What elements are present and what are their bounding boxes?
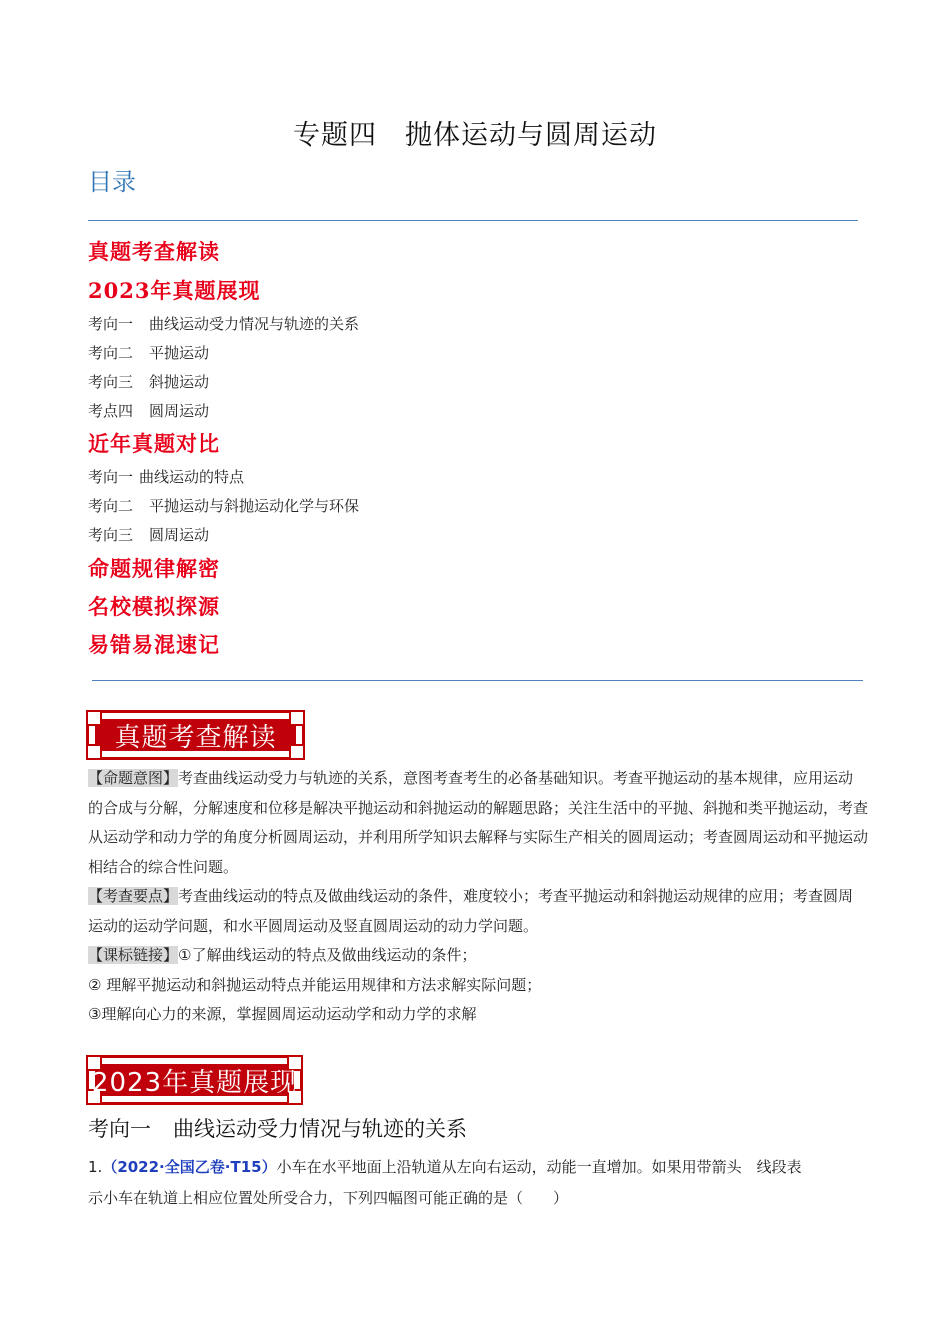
- curriculum-block: [88, 941, 868, 971]
- toc-link-recent-comparison[interactable]: 近年真题对比: [88, 431, 220, 456]
- banner-title: 2023年真题展现: [91, 1067, 298, 1098]
- toc-link-2023-direction-3[interactable]: [88, 371, 209, 392]
- toc-item-label: 考向二: [88, 344, 134, 362]
- toc-link-exam-analysis[interactable]: 真题考查解读: [88, 239, 220, 264]
- curriculum-line-2: ② 理解平抛运动和斜抛运动特点并能运用规律和方法求解实际问题；: [88, 975, 542, 994]
- intent-tag: 【命题意图】: [88, 769, 179, 787]
- toc-item-text: 圆周运动: [149, 402, 210, 420]
- toc-item-label: 考向二: [88, 497, 134, 515]
- toc-link-recent-direction-1[interactable]: [88, 466, 244, 487]
- toc-item-text: 圆周运动: [149, 526, 210, 544]
- keypoints-tag: 【考查要点】: [88, 887, 179, 905]
- section-banner-2023-questions: [86, 1055, 303, 1105]
- banner-title: 真题考查解读: [114, 722, 277, 753]
- question-line-2: 示小车在轨道上相应位置处所受合力，下列四幅图可能正确的是（ ）: [88, 1189, 569, 1207]
- heading-text: 曲线运动受力情况与轨迹的关系: [173, 1117, 467, 1141]
- section-heading-direction-1: [88, 1113, 467, 1143]
- toc-link-recent-direction-3[interactable]: [88, 524, 209, 545]
- keypoints-block: [88, 882, 868, 941]
- toc-item-text: 平抛运动: [149, 344, 210, 362]
- intent-text: 考查曲线运动受力与轨迹的关系，意图考查考生的必备基础知识。考查平抛运动的基本规律，应用运动的合成与分解，分解速度和位移是解决平抛运动和斜抛运动的解题思路；关注生活中的平抛、斜抛和类平抛运动，考查从运动学和动力学的角度分析圆周运动，并利用所学知识去解释与实际生产相关的圆周运动；考查圆周运动和平抛运动相结合的综合性问题。: [88, 769, 869, 876]
- toc-link-2023-point-4[interactable]: [88, 400, 209, 421]
- toc-item-text: 斜抛运动: [149, 373, 210, 391]
- curriculum-line-3: ③理解向心力的来源，掌握圆周运动运动学和动力学的求解: [88, 1005, 477, 1023]
- toc-item-label: 考向一: [88, 315, 134, 333]
- question-1: [88, 1152, 878, 1214]
- question-source: （2022·全国乙卷·T15）: [102, 1158, 277, 1176]
- toc-bottom-divider: [92, 680, 863, 681]
- toc-item-label: 考点四: [88, 402, 134, 420]
- toc-link-recent-direction-2[interactable]: [88, 495, 359, 516]
- keypoints-text: 考查曲线运动的特点及做曲线运动的条件，难度较小；考查平抛运动和斜抛运动规律的应用；考查圆周运动的运动学问题，和水平圆周运动及竖直圆周运动的动力学问题。: [88, 887, 854, 935]
- intent-block: [88, 764, 868, 882]
- heading-label: 考向一: [88, 1117, 151, 1141]
- toc-item-text: 平抛运动与斜抛运动化学与环保: [149, 497, 360, 515]
- question-line-1: [88, 1152, 878, 1183]
- toc-link-common-mistakes[interactable]: 易错易混速记: [88, 632, 220, 657]
- toc-link-pattern-decoding[interactable]: 命题规律解密: [88, 556, 220, 581]
- toc-top-divider: [88, 220, 858, 221]
- question-number: 1.: [88, 1158, 103, 1176]
- curriculum-tag: 【课标链接】: [88, 946, 179, 964]
- toc-link-2023-direction-2[interactable]: [88, 342, 209, 363]
- toc-heading: 目录: [88, 168, 136, 196]
- toc-link-2023-questions[interactable]: 2023年真题展现: [88, 278, 261, 303]
- toc-item-label: 考向三: [88, 373, 134, 391]
- toc-link-mock-sources[interactable]: 名校模拟探源: [88, 594, 220, 619]
- toc-item-text: 曲线运动的特点: [139, 468, 245, 486]
- toc-item-text: 曲线运动受力情况与轨迹的关系: [149, 315, 360, 333]
- toc-link-2023-direction-1[interactable]: [88, 313, 359, 334]
- document-title: 专题四 抛体运动与圆周运动: [293, 120, 657, 151]
- exam-intent-paragraph: [88, 764, 868, 1030]
- toc-item-label: 考向一: [88, 468, 134, 486]
- curriculum-text: ①了解曲线运动的特点及做曲线运动的条件；: [178, 946, 477, 964]
- toc-item-label: 考向三: [88, 526, 134, 544]
- section-banner-exam-analysis: [86, 710, 305, 760]
- question-text-1: 小车在水平地面上沿轨道从左向右运动，动能一直增加。如果用带箭头 线段表: [276, 1158, 802, 1176]
